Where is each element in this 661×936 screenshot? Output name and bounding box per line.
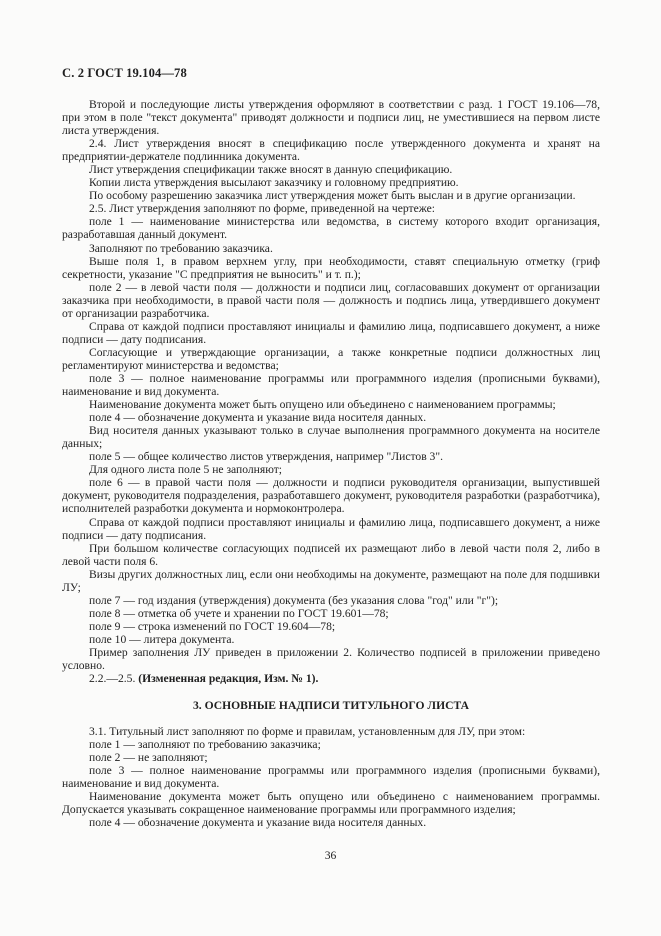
paragraph: Вид носителя данных указывают только в случае выполнения программного документа на носителе данных; [62,424,600,451]
paragraph: поле 8 — отметка об учете и хранении по ГОСТ 19.601—78; [89,606,389,620]
paragraph: 2.5. Лист утверждения заполняют по форме, приведенной на чертеже: [89,202,435,216]
paragraph: Справа от каждой подписи проставляют инициалы и фамилию лица, подписавшего документ, а ниже подписи — дату подписания. [62,515,600,542]
revision-note-prefix: 2.2.—2.5. [89,672,139,686]
paragraph: Справа от каждой подписи проставляют инициалы и фамилию лица, подписавшего документ, а ниже подписи — дату подписания. [62,319,600,346]
paragraph: Заполняют по требованию заказчика. [89,241,273,255]
section-paragraph: поле 2 — не заполняют; [89,751,208,765]
paragraph: поле 10 — литера документа. [89,632,235,646]
revision-note [62,672,600,685]
paragraph: Согласующие и утверждающие организации, а также конкретные подписи должностных лиц регламентируют министерства и ведомства; [62,345,600,372]
paragraph: поле 1 — наименование министерства или ведомства, в систему которого входит организация, разработавшая данный документ. [62,215,600,242]
paragraph: поле 5 — общее количество листов утверждения, например "Листов 3". [89,450,443,464]
paragraph: Второй и последующие листы утверждения оформляют в соответствии с разд. 1 ГОСТ 19.106—78, при этом в поле "текст документа" приводят должности и подписи лиц, не уместившиеся на первом листе листа утверждения. [62,98,600,138]
paragraph: поле 4 — обозначение документа и указание вида носителя данных. [89,411,427,425]
section-paragraph: 3.1. Титульный лист заполняют по форме и правилам, установленным для ЛУ, при этом: [89,725,526,739]
paragraph: Для одного листа поле 5 не заполняют; [89,463,283,477]
paragraph: При большом количестве согласующих подписей их размещают либо в левой части поля 2, либо в левой части поля 6. [62,541,600,568]
paragraph: Лист утверждения спецификации также вносят в данную спецификацию. [89,163,453,177]
paragraph: поле 9 — строка изменений по ГОСТ 19.604—78; [89,619,336,633]
section-paragraph: поле 1 — заполняют по требованию заказчика; [89,738,321,752]
section-paragraph: поле 3 — полное наименование программы или программного изделия (прописными буквами), наименование и вид документа. [62,764,600,791]
page-header: С. 2 ГОСТ 19.104—78 [62,66,187,80]
paragraph: поле 3 — полное наименование программы или программного изделия (прописными буквами), наименование и вид документа. [62,371,600,399]
paragraph: 2.4. Лист утверждения вносят в спецификацию после утвержденного документа и хранят на предприятии-держателе подлинника документа. [62,137,600,164]
paragraph: поле 6 — в правой части поля — должности и подписи руководителя организации, выпустившей документ, руководителя подразделения, разработавшего документ, руководителя разработки (разработчика), исполнителей разработки документа и нормоконтролера. [62,476,600,516]
paragraph: Пример заполнения ЛУ приведен в приложении 2. Количество подписей в приложении приведено условно. [62,645,600,673]
section-paragraph: Наименование документа может быть опущено или объединено с наименованием программы. Допускается указывать сокращенное наименование программы или программного изделия; [62,790,600,817]
paragraph: Наименование документа может быть опущено или объединено с наименованием программы; [89,398,556,412]
document-body [62,98,600,830]
paragraph: поле 2 — в левой части поля — должности и подписи лиц, согласовавших документ от организации заказчика при необходимости, в правой части поля — должность и подпись лица, утвердившего документ от организации разработчика. [62,280,600,320]
paragraph: Выше поля 1, в правом верхнем углу, при необходимости, ставят специальную отметку (гриф секретности, указание "С предприятия не выносить" и т. п.); [62,254,600,281]
paragraph: Визы других должностных лиц, если они необходимы на документе, размещают на поле для подшивки ЛУ; [62,567,600,594]
paragraph: поле 7 — год издания (утверждения) документа (без указания слова "год" или "г"); [89,593,499,607]
section-title: 3. ОСНОВНЫЕ НАДПИСИ ТИТУЛЬНОГО ЛИСТА [193,699,469,713]
section-paragraph: поле 4 — обозначение документа и указание вида носителя данных. [89,816,427,830]
paragraph: Копии листа утверждения высылают заказчику и головному предприятию. [89,176,459,190]
page-number: 36 [324,849,337,862]
revision-note-label: (Измененная редакция, Изм. № 1). [138,672,319,686]
paragraph: По особому разрешению заказчика лист утверждения может быть выслан и в другие организации. [89,189,576,203]
